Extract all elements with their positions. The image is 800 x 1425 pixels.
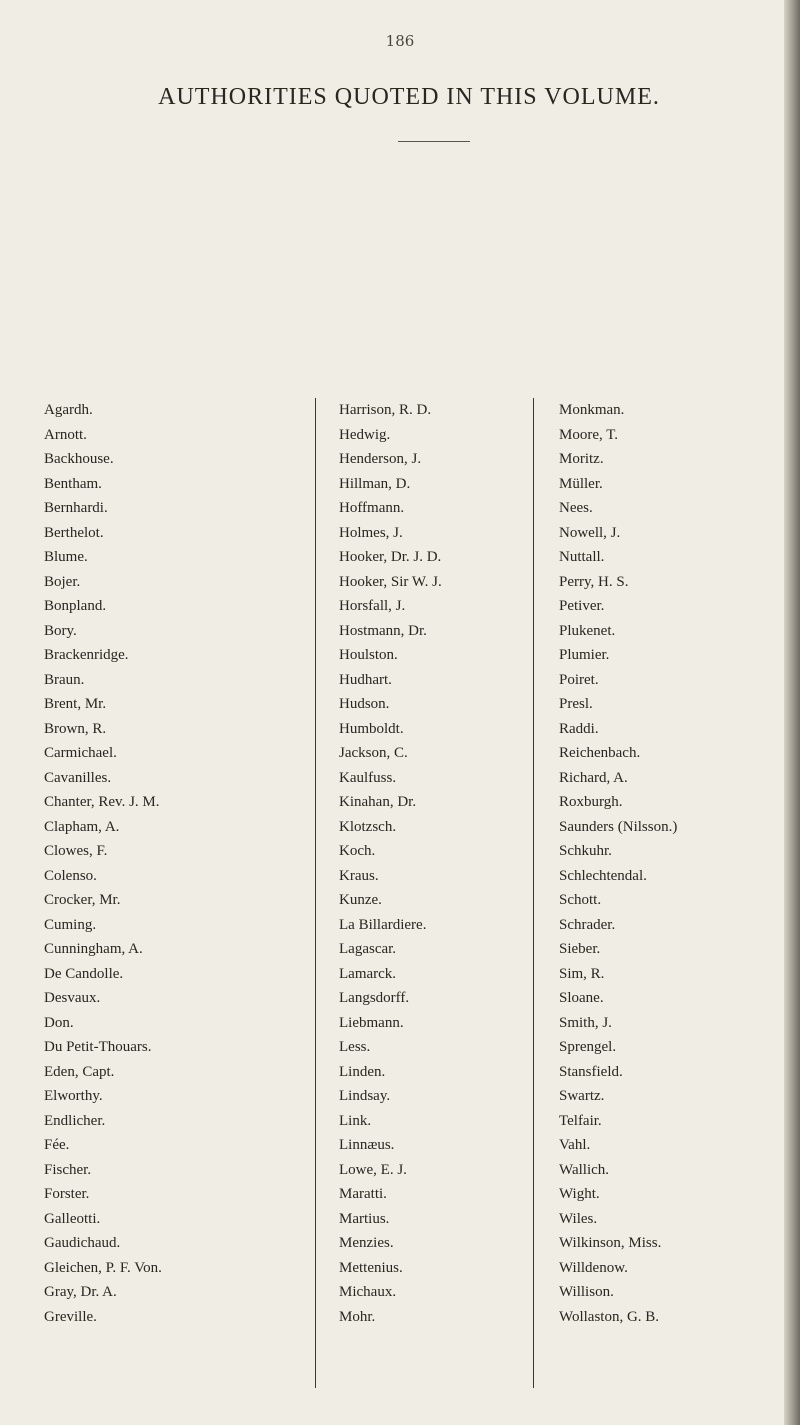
authority-name: Monkman. (559, 402, 625, 418)
authority-name: Hudhart. (339, 671, 392, 688)
authority-name: Schlechtendal. (559, 867, 647, 884)
authority-name: Liebmann. (339, 1014, 404, 1031)
authority-name: Fée. (44, 1137, 70, 1153)
title-rule (398, 141, 470, 142)
authority-name: Sprengel. (559, 1039, 617, 1055)
authority-name: Langsdorff. (339, 990, 410, 1006)
authority-name: Houlston. (339, 647, 398, 663)
authority-name: Hoffmann. (339, 500, 405, 516)
authority-name: Clowes, F. (44, 843, 108, 859)
authority-name: Nowell, J. (559, 524, 621, 541)
authority-name: Sim, R. (559, 965, 605, 982)
authority-name: Arnott. (44, 426, 87, 443)
authority-name: Lamarck. (339, 965, 397, 982)
authority-name: La Billardiere. (339, 916, 427, 933)
authority-name: Müller. (559, 475, 603, 492)
authority-name: Hostmann, Dr. (339, 622, 427, 639)
authority-name: Braun. (44, 671, 85, 688)
authority-name: Humboldt. (339, 720, 404, 737)
authority-name: Galleotti. (44, 1210, 101, 1227)
authority-name: Don. (44, 1014, 74, 1031)
authority-name: Fischer. (44, 1161, 92, 1178)
authority-name: Wilkinson, Miss. (559, 1235, 662, 1251)
authority-name: Bory. (44, 622, 77, 639)
authority-name: Wollaston, G. B. (559, 1308, 660, 1325)
authority-name: Roxburgh. (559, 794, 623, 810)
authority-name: Mettenius. (339, 1259, 403, 1276)
authority-name: Gaudichaud. (44, 1235, 121, 1251)
authority-name: Maratti. (339, 1186, 387, 1202)
authority-name: Hudson. (339, 696, 390, 712)
column-divider-right (533, 398, 534, 1388)
authority-name: Nees. (559, 500, 593, 516)
authority-name: Mohr. (339, 1308, 376, 1325)
authority-name: Wallich. (559, 1161, 610, 1178)
authority-name: De Candolle. (44, 965, 124, 982)
authority-name: Sieber. (559, 941, 601, 957)
authority-name: Koch. (339, 843, 376, 859)
authority-name: Bentham. (44, 475, 102, 492)
authority-name: Blume. (44, 549, 88, 565)
authority-name: Holmes, J. (339, 524, 403, 541)
authority-name: Harrison, R. D. (339, 402, 432, 418)
authority-name: Desvaux. (44, 990, 101, 1006)
authority-name: Kraus. (339, 867, 379, 884)
authority-name: Crocker, Mr. (44, 892, 121, 908)
authority-name: Greville. (44, 1308, 97, 1325)
authority-name: Brown, R. (44, 720, 107, 737)
authority-name: Plumier. (559, 647, 610, 663)
authority-name: Kaulfuss. (339, 769, 397, 786)
authority-name: Hooker, Sir W. J. (339, 573, 442, 590)
authority-name: Carmichael. (44, 745, 117, 761)
authority-name: Brent, Mr. (44, 696, 107, 712)
authority-name: Lagascar. (339, 941, 397, 957)
authority-name: Colenso. (44, 867, 97, 884)
authority-column-1 (44, 398, 309, 1329)
authority-name: Moritz. (559, 451, 604, 467)
authority-name: Presl. (559, 696, 593, 712)
authority-name: Backhouse. (44, 451, 114, 467)
authority-name: Eden, Capt. (44, 1063, 115, 1080)
authority-name: Menzies. (339, 1235, 394, 1251)
authority-name: Kunze. (339, 892, 382, 908)
authority-name: Nuttall. (559, 549, 605, 565)
authority-name: Linnæus. (339, 1137, 395, 1153)
authority-name: Richard, A. (559, 769, 628, 786)
column-divider-left (315, 398, 316, 1388)
authority-name: Clapham, A. (44, 818, 120, 835)
authority-name: Forster. (44, 1186, 90, 1202)
authority-name: Jackson, C. (339, 745, 408, 761)
authority-name: Bojer. (44, 573, 81, 590)
authority-name: Berthelot. (44, 524, 104, 541)
authority-name: Hedwig. (339, 426, 391, 443)
authority-name: Hillman, D. (339, 475, 411, 492)
authority-name: Stansfield. (559, 1063, 623, 1080)
authority-name: Bonpland. (44, 598, 107, 614)
authority-name: Petiver. (559, 598, 605, 614)
authority-name: Gray, Dr. A. (44, 1284, 117, 1300)
authority-name: Schott. (559, 892, 602, 908)
authority-name: Cunningham, A. (44, 941, 143, 957)
authority-name: Willison. (559, 1284, 614, 1300)
authority-name: Martius. (339, 1210, 390, 1227)
authority-name: Horsfall, J. (339, 598, 406, 614)
authority-name: Brackenridge. (44, 647, 129, 663)
authority-column-2 (339, 398, 529, 1329)
authority-name: Moore, T. (559, 426, 619, 443)
authority-name: Gleichen, P. F. Von. (44, 1259, 162, 1276)
authority-name: Agardh. (44, 402, 93, 418)
authority-name: Plukenet. (559, 622, 616, 639)
authority-name: Swartz. (559, 1088, 605, 1104)
authority-name: Sloane. (559, 990, 604, 1006)
authority-name: Henderson, J. (339, 451, 422, 467)
authority-name: Less. (339, 1039, 371, 1055)
authority-name: Chanter, Rev. J. M. (44, 794, 160, 810)
authority-name: Linden. (339, 1063, 386, 1080)
authority-name: Endlicher. (44, 1112, 106, 1129)
page-title: AUTHORITIES QUOTED IN THIS VOLUME. (158, 84, 660, 110)
authority-name: Raddi. (559, 720, 599, 737)
authority-name: Link. (339, 1112, 372, 1129)
authority-name: Hooker, Dr. J. D. (339, 549, 442, 565)
authority-name: Lowe, E. J. (339, 1161, 407, 1178)
authority-name: Perry, H. S. (559, 573, 629, 590)
authority-name: Lindsay. (339, 1088, 391, 1104)
authority-name: Kinahan, Dr. (339, 794, 417, 810)
authority-column-3 (559, 398, 784, 1329)
authority-name: Smith, J. (559, 1014, 612, 1031)
authority-name: Poiret. (559, 671, 599, 688)
authority-name: Schrader. (559, 916, 616, 933)
authority-name: Vahl. (559, 1137, 591, 1153)
authority-name: Du Petit-Thouars. (44, 1039, 152, 1055)
authority-name: Michaux. (339, 1284, 397, 1300)
page-number: 186 (385, 32, 415, 50)
authority-name: Klotzsch. (339, 818, 397, 835)
authority-name: Bernhardi. (44, 500, 108, 516)
authority-name: Wiles. (559, 1210, 598, 1227)
authority-name: Reichenbach. (559, 745, 641, 761)
authority-name: Cavanilles. (44, 769, 112, 786)
authority-name: Schkuhr. (559, 843, 612, 859)
page-edge-shadow (784, 0, 800, 1425)
authority-name: Telfair. (559, 1112, 602, 1129)
authority-name: Saunders (Nilsson.) (559, 818, 678, 835)
authority-name: Cuming. (44, 916, 97, 933)
authority-name: Wight. (559, 1186, 600, 1202)
authority-name: Willdenow. (559, 1259, 628, 1276)
authority-name: Elworthy. (44, 1088, 103, 1104)
